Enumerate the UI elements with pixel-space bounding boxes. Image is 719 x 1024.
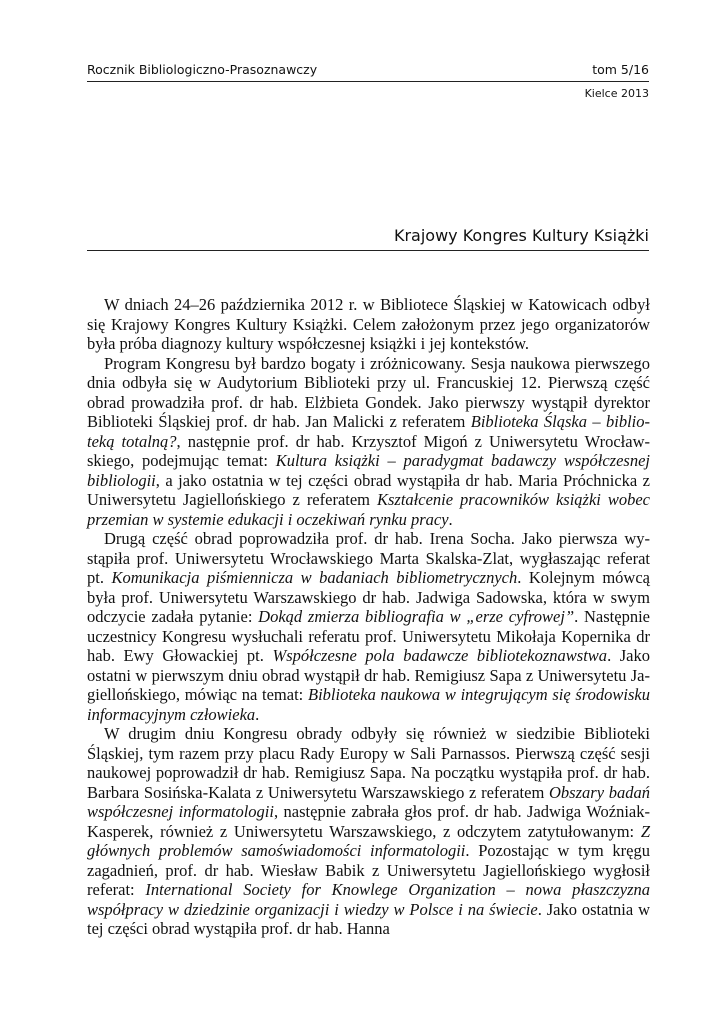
- text-run: . Kolejnym mówcą była prof. Uniwersytetu Warszawskiego dr hab. Jadwiga Sadowska, która w swym odczycie zadała pytanie:: [87, 568, 650, 626]
- text-run: W drugim dniu Kongresu obrady odbyły się również w siedzibie Biblioteki Śląskiej, tym razem przy placu Rady Europy w Sali Parnassos. Pierwszą część sesji naukowej poprowadził dr hab. Remigiusz Sapa. Na początku wystąpiła prof. dr hab. Barbara Sosińska-Kalata z Uniwersytetu Warszawskiego z referatem: [87, 724, 650, 802]
- paragraph: [87, 295, 650, 354]
- article-title: Krajowy Kongres Kultury Książki: [393, 226, 649, 245]
- paragraph: [87, 354, 650, 530]
- text-run: , następnie prof. dr hab. Krzysztof Migoń z Uniwersytetu Wrocławskiego, podejmując temat:: [87, 431, 650, 470]
- title-rule: [87, 250, 649, 251]
- italic-title-run: Współczesne pola badawcze bibliotekoznawstwa: [272, 646, 608, 665]
- place-year: Kielce 2013: [584, 87, 649, 100]
- text-run: . Następnie uczestnicy Kongresu wysłuchali referatu prof. Uniwersytetu Mikołaja Kopernika dr hab. Ewy Głowackiej pt.: [87, 607, 650, 665]
- text-run: . Jako ostatni w pierwszym dniu obrad wystąpił dr hab. Remigiusz Sapa z Uniwersytetu Jagiellońskiego, mówiąc na temat:: [87, 646, 650, 704]
- italic-title-run: Kształcenie pracowników książki wobec przemian w systemie edukacji i oczekiwań rynku pracy: [87, 490, 650, 529]
- text-run: , a jako ostatnia w tej części obrad wystąpiła dr hab. Maria Próchnicka z Uniwersytetu Jagiellońskiego z referatem: [87, 470, 650, 509]
- volume-number: tom 5/16: [592, 62, 649, 77]
- paragraph: [87, 724, 650, 939]
- italic-title-run: Dokąd zmierza bibliografia w „erze cyfrowej”: [258, 607, 575, 626]
- text-run: .: [448, 509, 453, 529]
- italic-title-run: Kultura książki – paradygmat badawczy współczesnej bibliologii: [87, 451, 650, 490]
- italic-title-run: Biblioteka Śląska – biblioteką totalną?: [87, 412, 650, 451]
- italic-title-run: Komunikacja piśmiennicza w badaniach bibliometrycznych: [111, 568, 518, 587]
- italic-title-run: Z głównych problemów samoświadomości informatologii: [87, 821, 650, 860]
- article-body: [87, 295, 650, 939]
- text-run: , następnie zabrała głos prof. dr hab. Jadwiga Woźniak-Kasperek, również z Uniwersytetu Warszawskiego, z odczytem zatytułowanym:: [87, 802, 651, 841]
- italic-title-run: International Society for Knowlege Organization – nowa płaszczyzna współpracy w dziedzinie organizacji i wiedzy w Polsce i na świecie: [87, 880, 650, 919]
- text-run: . Jako ostatnia w tej części obrad wystąpiła prof. dr hab. Hanna: [87, 899, 650, 938]
- italic-title-run: Biblioteka naukowa w integrującym się środowisku informacyjnym człowieka: [87, 685, 650, 724]
- text-run: . Pozostając w tym kręgu zagadnień, prof. dr hab. Wiesław Babik z Uniwersytetu Jagiellońskiego wygłosił referat:: [87, 841, 650, 899]
- header-rule: [87, 81, 649, 82]
- paragraph: [87, 529, 650, 724]
- italic-title-run: Obszary badań współczesnej informatologii: [87, 782, 650, 821]
- text-run: W dniach 24–26 października 2012 r. w Bibliotece Śląskiej w Katowicach odbył się Krajowy Kongres Kultury Książki. Celem założonym przez jego organizatorów była próba diagnozy kultury współczesnej książki i jej kontekstów.: [87, 295, 650, 353]
- text-run: .: [255, 704, 260, 724]
- text-run: Drugą część obrad poprowadziła prof. dr hab. Irena Socha. Jako pierwsza wystąpiła prof. Uniwersytetu Wrocławskiego Marta Skalska-Zlat, wygłaszając referat pt.: [87, 529, 650, 587]
- text-run: Program Kongresu był bardzo bogaty i zróżnicowany. Sesja naukowa pierwszego dnia odbyła się w Audytorium Biblioteki przy ul. Francuskiej 12. Pierwszą część obrad prowadziła prof. dr hab. Elżbieta Gondek. Jako pierwszy wystąpił dyrektor Biblioteki Śląskiej prof. dr hab. Jan Malicki z referatem: [87, 353, 650, 431]
- journal-name: Rocznik Bibliologiczno-Prasoznawczy: [87, 62, 318, 77]
